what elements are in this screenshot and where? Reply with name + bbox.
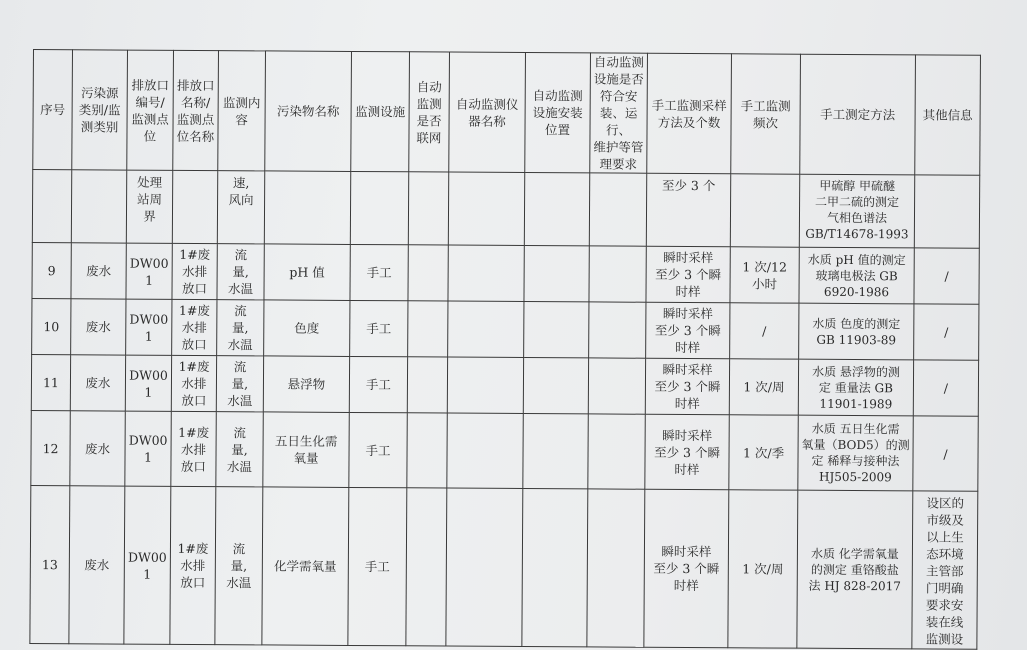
header-monitoring-content: 监测内 容 [218,51,266,171]
cell-other: / [914,248,979,304]
cell-category: 废水 [71,243,126,299]
cell-outlet-name: 1#废 水排 放口 [171,411,216,486]
cell-frequency: / [730,303,799,359]
cell-facility: 手工 [348,487,407,645]
table-row-continuation [32,170,979,249]
cell-outlet-id: DW00 1 [124,486,171,644]
cell-outlet-id: DW00 1 [125,411,171,486]
cell-no [32,170,71,243]
header-source-category: 污染源 类别/监 测类别 [72,50,128,170]
cell-auto-networked [408,172,448,245]
cell-frequency: 1 次/周 [729,359,798,415]
cell-auto-instrument [448,172,524,245]
cell-auto-instrument [446,488,523,646]
cell-auto-location [523,414,588,489]
header-outlet-id: 排放口 编号/ 监测点 位 [127,50,174,170]
cell-frequency: 1 次/12 小时 [730,247,799,303]
header-auto-networked: 自动 监测 是否 联网 [409,52,450,172]
cell-auto-location [524,302,589,358]
cell-auto-compliance [588,358,645,414]
cell-category: 废水 [71,299,126,355]
cell-other [914,175,979,248]
cell-frequency: 1 次/季 [729,415,798,490]
monitoring-plan-table [29,49,981,650]
cell-auto-instrument [447,357,523,413]
cell-pollutant: pH 值 [264,244,350,301]
cell-other: / [913,360,978,416]
cell-pollutant [264,171,350,245]
header-manual-sampling: 手工监测采样 方法及个数 [647,53,732,174]
cell-outlet-id: DW00 1 [126,243,172,299]
cell-sampling: 瞬时采样 至少 3 个瞬 时样 [644,489,729,648]
header-manual-frequency: 手工监测 频次 [731,54,801,174]
cell-method: 水质 五日生化需 氧量（BOD5）的测 定 稀释与接种法 HJ505-2009 [798,415,913,491]
cell-facility: 手工 [349,356,407,412]
cell-category [71,170,126,243]
cell-facility: 手工 [350,300,408,356]
header-pollutant-name: 污染物名称 [265,51,352,172]
cell-auto-compliance [589,173,646,246]
header-no: 序号 [33,50,73,170]
header-other-info: 其他信息 [915,55,981,175]
cell-outlet-id: DW00 1 [126,299,172,355]
cell-auto-compliance [589,302,646,358]
cell-method: 甲硫醇 甲硫醚 二甲二硫的测定 气相色谱法 GB/T14678-1993 [799,174,914,248]
cell-method: 水质 悬浮物的测 定 重量法 GB 11901-1989 [798,359,913,416]
header-outlet-name: 排放口 名称/ 监测点 位名称 [173,50,219,170]
cell-content: 速, 风向 [217,171,264,244]
cell-outlet-id: 处理 站周 界 [126,170,172,243]
cell-auto-location [522,489,588,647]
table-row [31,354,978,416]
cell-method: 水质 化学需氧量 的测定 重铬酸盐 法 HJ 828-2017 [797,490,913,649]
cell-category: 废水 [69,486,125,644]
cell-pollutant: 五日生化需 氧量 [263,412,349,488]
header-row [33,50,981,176]
cell-no: 10 [32,298,71,354]
cell-no: 12 [31,410,70,485]
table-row [31,410,978,491]
cell-auto-networked [408,301,448,357]
cell-outlet-name [172,170,217,243]
cell-facility: 手工 [349,412,407,487]
cell-auto-instrument [448,245,524,301]
header-auto-location: 自动监测 设施安装 位置 [525,53,591,173]
header-manual-method: 手工测定方法 [800,54,916,175]
cell-facility [350,171,408,244]
cell-facility: 手工 [350,244,408,300]
cell-no: 13 [30,485,70,643]
cell-other: / [913,416,978,491]
cell-auto-compliance [588,414,645,489]
cell-auto-networked [407,413,447,488]
cell-no: 9 [32,242,71,298]
header-auto-instrument: 自动监测仪 器名称 [449,52,526,172]
cell-method: 水质 色度的测定 GB 11903-89 [799,303,914,360]
cell-sampling: 至少 3 个 [646,173,730,247]
table-row [30,485,978,649]
cell-content: 流 量, 水温 [217,244,264,300]
cell-outlet-name: 1#废 水排 放口 [170,486,216,644]
cell-pollutant: 悬浮物 [263,356,349,413]
header-auto-compliance: 自动监测 设施是否 符合安 装、运行、 维护等管 理要求 [590,53,648,173]
cell-auto-location [524,246,589,302]
cell-auto-location [523,358,588,414]
cell-auto-location [524,173,589,246]
cell-content: 流 量, 水温 [215,487,263,645]
cell-pollutant: 化学需氧量 [262,487,349,646]
cell-method: 水质 pH 值的测定 玻璃电极法 GB 6920-1986 [799,247,914,304]
cell-outlet-id: DW00 1 [125,355,171,411]
cell-sampling: 瞬时采样 至少 3 个瞬 时样 [646,302,730,359]
cell-auto-compliance [589,246,646,302]
cell-content: 流 量, 水温 [217,300,264,356]
cell-category: 废水 [70,355,125,411]
table-row [32,242,979,304]
cell-sampling: 瞬时采样 至少 3 个瞬 时样 [645,358,729,415]
cell-sampling: 瞬时采样 至少 3 个瞬 时样 [645,414,729,490]
cell-frequency: 1 次/周 [728,490,798,648]
cell-outlet-name: 1#废 水排 放口 [172,299,217,355]
cell-other: / [914,304,979,360]
table-row [32,298,979,360]
cell-category: 废水 [70,411,125,486]
cell-auto-networked [407,357,447,413]
cell-frequency [730,174,799,247]
cell-auto-networked [408,245,448,301]
cell-auto-instrument [448,301,524,357]
cell-other: 设区的 市级及 以上生 态环境 主管部 门明确 要求安 装在线 监测设 [912,491,978,649]
cell-content: 流 量, 水温 [216,412,263,487]
cell-pollutant: 色度 [264,300,350,357]
cell-outlet-name: 1#废 水排 放口 [172,243,217,299]
cell-outlet-name: 1#废 水排 放口 [171,355,216,411]
header-monitoring-facility: 监测设施 [351,51,410,171]
cell-auto-instrument [447,413,523,488]
cell-sampling: 瞬时采样 至少 3 个瞬 时样 [646,246,730,303]
monitoring-table-wrapper [29,49,980,647]
cell-auto-compliance [587,489,645,647]
cell-auto-networked [406,488,447,646]
cell-no: 11 [31,354,70,410]
cell-content: 流 量, 水温 [216,356,263,412]
